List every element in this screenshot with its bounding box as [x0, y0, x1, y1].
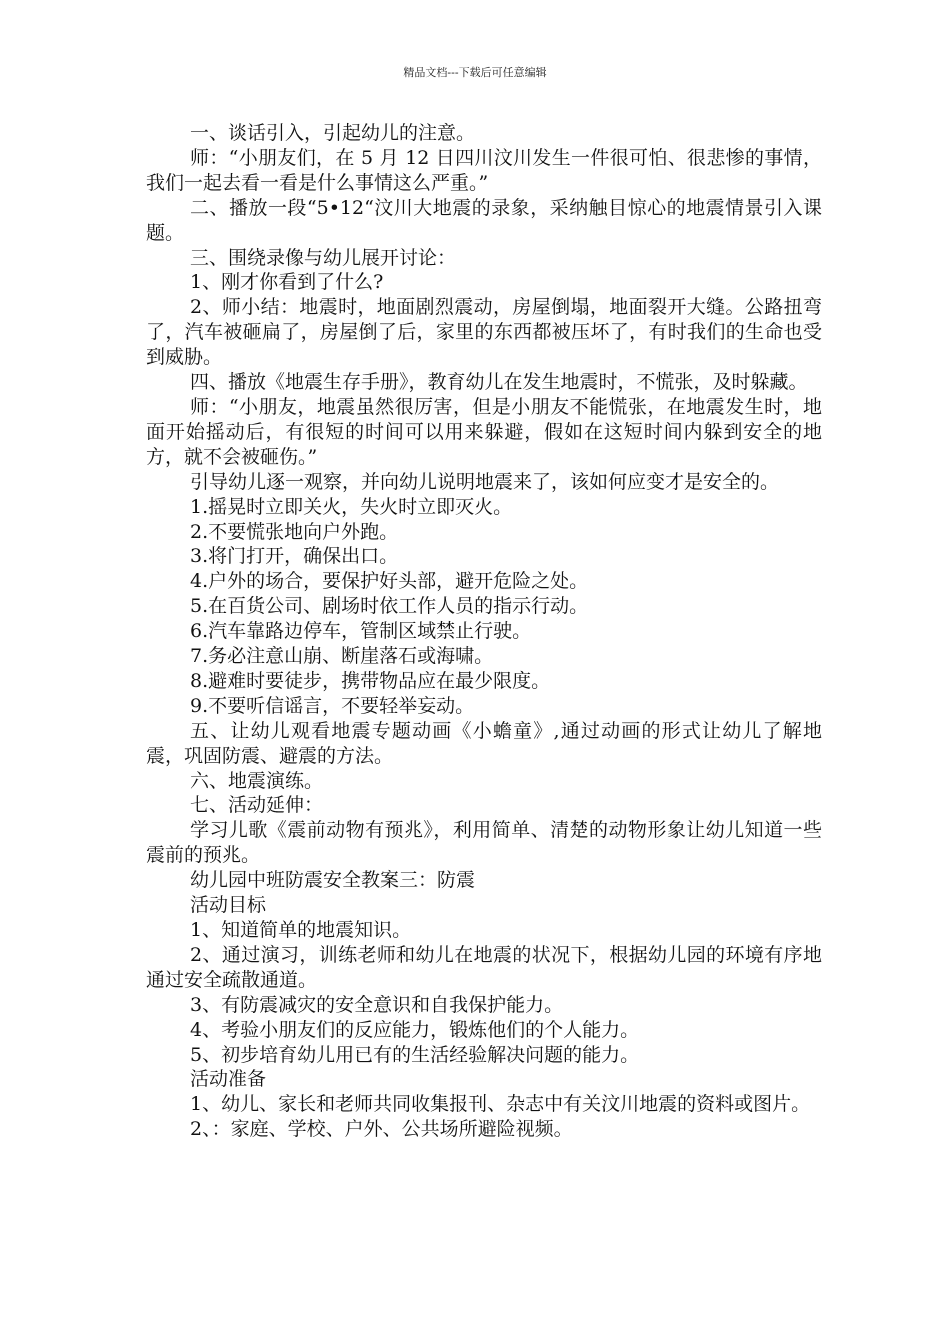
paragraph-11: 六、地震演练。 [190, 769, 324, 792]
paragraph-2: 师：“小朋友们，在 5 月 12 日四川汶川发生一件很可怕、很悲惨的事情，我们一起去看一看是什么事情这么严重。” [146, 146, 822, 194]
paragraph-6: 2、师小结：地震时，地面剧烈震动，房屋倒塌，地面裂开大缝。公路扭弯了，汽车被砸扁了，房屋倒了后，家里的东西都被压坏了，有时我们的生命也受到威胁。 [146, 296, 822, 369]
paragraph-7: 四、播放《地震生存手册》，教育幼儿在发生地震时，不慌张，及时躲藏。 [190, 371, 808, 394]
list-item-2: 2.不要慌张地向户外跑。 [190, 520, 399, 543]
paragraph-8: 师：“小朋友，地震虽然很厉害，但是小朋友不能慌张，在地震发生时，地面开始摇动后，有很短的时间可以用来躲避，假如在这短时间内躲到安全的地方，就不会被砸伤。” [146, 395, 822, 468]
goal-item-5: 5、初步培育幼儿用已有的生活经验解决问题的能力。 [190, 1043, 640, 1066]
paragraph-3: 二、播放一段“5•12“汶川大地震的录象，采纳触目惊心的地震情景引入课题。 [146, 196, 822, 244]
paragraph-4: 三、围绕录像与幼儿展开讨论： [190, 246, 457, 269]
paragraph-1: 一、谈话引入，引起幼儿的注意。 [190, 122, 476, 144]
page-header: 精品文档---下载后可任意编辑 [403, 66, 547, 79]
list-item-4: 4.户外的场合，要保护好头部，避开危险之处。 [190, 570, 589, 593]
subheading-preparation: 活动准备 [190, 1068, 267, 1091]
paragraph-5: 1、刚才你看到了什么? [190, 271, 384, 294]
paragraph-10: 五、让幼儿观看地震专题动画《小蟾童》,通过动画的形式让幼儿了解地震，巩固防震、避震的方法。 [146, 719, 822, 767]
list-item-8: 8.避难时要徒步，携带物品应在最少限度。 [190, 669, 551, 692]
list-item-3: 3.将门打开，确保出口。 [190, 545, 399, 568]
list-item-5: 5.在百货公司、剧场时依工作人员的指示行动。 [190, 595, 589, 618]
subheading-goals: 活动目标 [190, 894, 267, 917]
list-item-9: 9.不要听信谣言，不要轻举妄动。 [190, 694, 475, 717]
section-title: 幼儿园中班防震安全教案三：防震 [190, 869, 476, 892]
document-body [146, 121, 822, 1142]
paragraph-13: 学习儿歌《震前动物有预兆》，利用简单、清楚的动物形象让幼儿知道一些震前的预兆。 [146, 819, 822, 867]
goal-item-1: 1、知道简单的地震知识。 [190, 919, 412, 941]
goal-item-4: 4、考验小朋友们的反应能力，锻炼他们的个人能力。 [190, 1018, 640, 1041]
goal-item-2: 2、通过演习，训练老师和幼儿在地震的状况下，根据幼儿园的环境有序地通过安全疏散通道。 [146, 943, 822, 991]
list-item-7: 7.务必注意山崩、断崖落石或海啸。 [190, 645, 494, 668]
prep-item-1: 1、幼儿、家长和老师共同收集报刊、杂志中有关汶川地震的资料或图片。 [190, 1093, 811, 1116]
paragraph-9: 引导幼儿逐一观察，并向幼儿说明地震来了，该如何应变才是安全的。 [190, 470, 780, 493]
goal-item-3: 3、有防震减灾的安全意识和自我保护能力。 [190, 993, 564, 1016]
prep-item-2: 2、：家庭、学校、户外、公共场所避险视频。 [190, 1118, 573, 1141]
paragraph-12: 七、活动延伸： [190, 794, 324, 817]
list-item-1: 1.摇晃时立即关火，失火时立即灭火。 [190, 495, 513, 518]
list-item-6: 6.汽车靠路边停车，管制区域禁止行驶。 [190, 620, 532, 643]
